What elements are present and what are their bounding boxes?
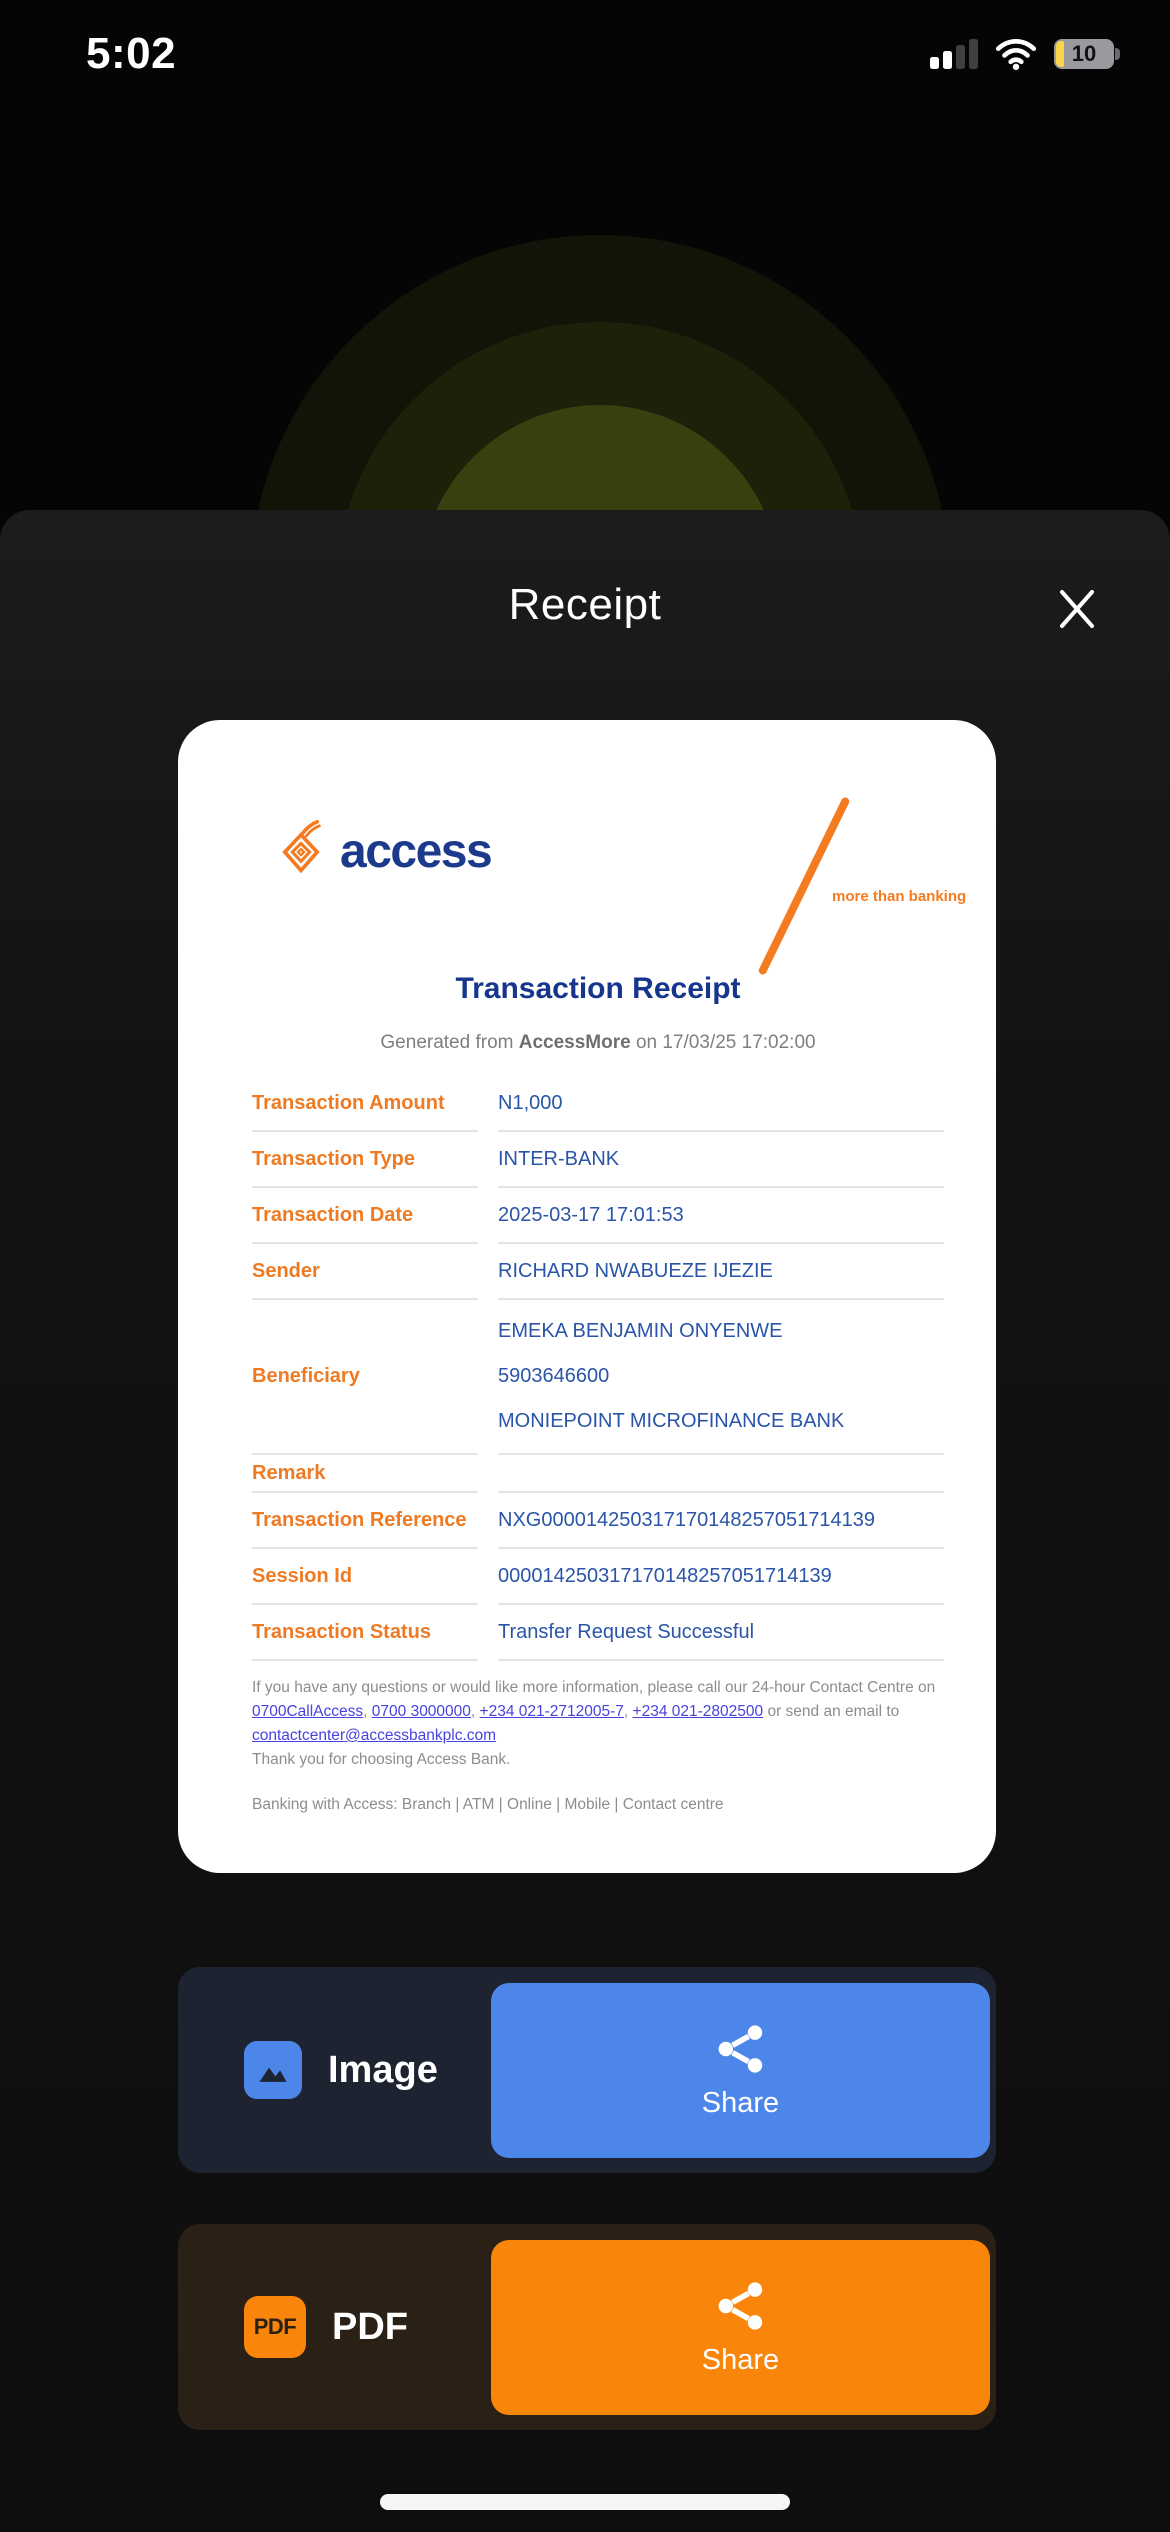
row-label: Sender [252,1244,478,1300]
share-image-button-label: Share [701,2087,780,2119]
row-value [498,1188,944,1244]
pdf-icon-text: PDF [253,2314,297,2339]
access-diamond-icon [274,820,328,882]
close-icon [1054,586,1100,632]
table-row [252,1300,944,1455]
row-value [498,1132,944,1188]
status-time: 5:02 [86,29,177,78]
battery-level-fill [1056,41,1064,67]
brand-tagline: more than banking [832,888,967,905]
contact-phone-link[interactable]: 0700 3000000 [371,1703,471,1720]
row-value-line: NXG000014250317170148257051714139 [498,1508,876,1531]
battery-percentage: 10 [1071,41,1097,66]
table-row [252,1244,944,1300]
table-row [252,1188,944,1244]
row-label: Transaction Type [252,1132,478,1188]
cellular-signal-icon [930,39,978,69]
table-row [252,1605,944,1661]
generated-line: Generated from AccessMore on 17/03/25 17:02:00 [380,1032,816,1053]
receipt-table [252,1076,944,1661]
table-row [252,1549,944,1605]
receipt-footer-text: If you have any questions or would like more information, please call our 24-hour Contact Centre on 0700CallAccess, 0700 3000000, +234 021-2712005-7, +234 021-2802500 or send an email to contactcenter@accessbankplc.com Thank you for choosing Access Bank. [252,1679,936,1768]
row-value [498,1076,944,1132]
home-indicator[interactable] [380,2494,790,2510]
transaction-receipt-card [178,720,996,1873]
close-button[interactable] [1054,586,1100,632]
row-value [498,1493,944,1549]
row-label: Transaction Date [252,1188,478,1244]
row-value-line: RICHARD NWABUEZE IJEZIE [498,1259,773,1282]
table-row [252,1455,944,1493]
row-label: Session Id [252,1549,478,1605]
table-row [252,1493,944,1549]
share-pdf-row [178,2224,996,2430]
share-pdf-button[interactable] [491,2240,990,2415]
receipt-modal-sheet [0,510,1170,2532]
share-icon [713,2278,769,2334]
row-value-line: 5903646600 [498,1365,610,1387]
row-label: Transaction Amount [252,1076,478,1132]
contact-phone-link[interactable]: +234 021-2712005-7 [479,1703,624,1720]
access-wordmark: access [340,824,492,878]
generated-app-name: AccessMore [518,1032,631,1053]
table-row [252,1076,944,1132]
row-label: Transaction Status [252,1605,478,1661]
orange-slash-graphic [757,796,850,976]
status-bar [0,26,1170,82]
row-value-line: INTER-BANK [498,1147,620,1170]
contact-phone-link[interactable]: 0700CallAccess [252,1703,364,1720]
receipt-header [252,806,967,966]
row-value-line: 2025-03-17 17:01:53 [498,1203,684,1226]
contact-phone-link[interactable]: +234 021-2802500 [632,1703,764,1720]
battery-icon [1054,39,1114,69]
share-pdf-button-label: Share [701,2344,780,2376]
row-value-line: 000014250317170148257051714139 [498,1564,832,1587]
table-row [252,1132,944,1188]
row-value-line: EMEKA BENJAMIN ONYENWE [498,1320,783,1342]
row-value-line: N1,000 [498,1091,563,1114]
pdf-icon [244,2296,306,2358]
banking-channels-line: Banking with Access: Branch | ATM | Online | Mobile | Contact centre [252,1796,724,1813]
footer-links-host: 0700CallAccess, 0700 3000000, +234 021-2712005-7, +234 021-2802500 [252,1703,764,1720]
image-label: Image [328,2048,438,2091]
row-value-line: Transfer Request Successful [498,1620,755,1643]
row-value [498,1455,944,1493]
pdf-label: PDF [332,2305,408,2348]
row-label: Beneficiary [252,1300,478,1455]
access-bank-logo [274,820,491,882]
row-value [498,1605,944,1661]
row-value [498,1549,944,1605]
contact-email-link[interactable]: contactcenter@accessbankplc.com [252,1727,497,1744]
modal-title: Receipt [508,580,662,629]
receipt-title: Transaction Receipt [455,972,741,1005]
share-image-row [178,1967,996,2173]
row-value [498,1244,944,1300]
row-value [498,1300,944,1455]
share-icon [713,2021,769,2077]
thanks-line: Thank you for choosing Access Bank. [252,1751,511,1768]
row-label: Remark [252,1455,478,1493]
row-value-line: MONIEPOINT MICROFINANCE BANK [498,1410,845,1432]
share-image-button[interactable] [491,1983,990,2158]
row-label: Transaction Reference [252,1493,478,1549]
image-icon [244,2041,302,2099]
wifi-icon [994,38,1038,70]
